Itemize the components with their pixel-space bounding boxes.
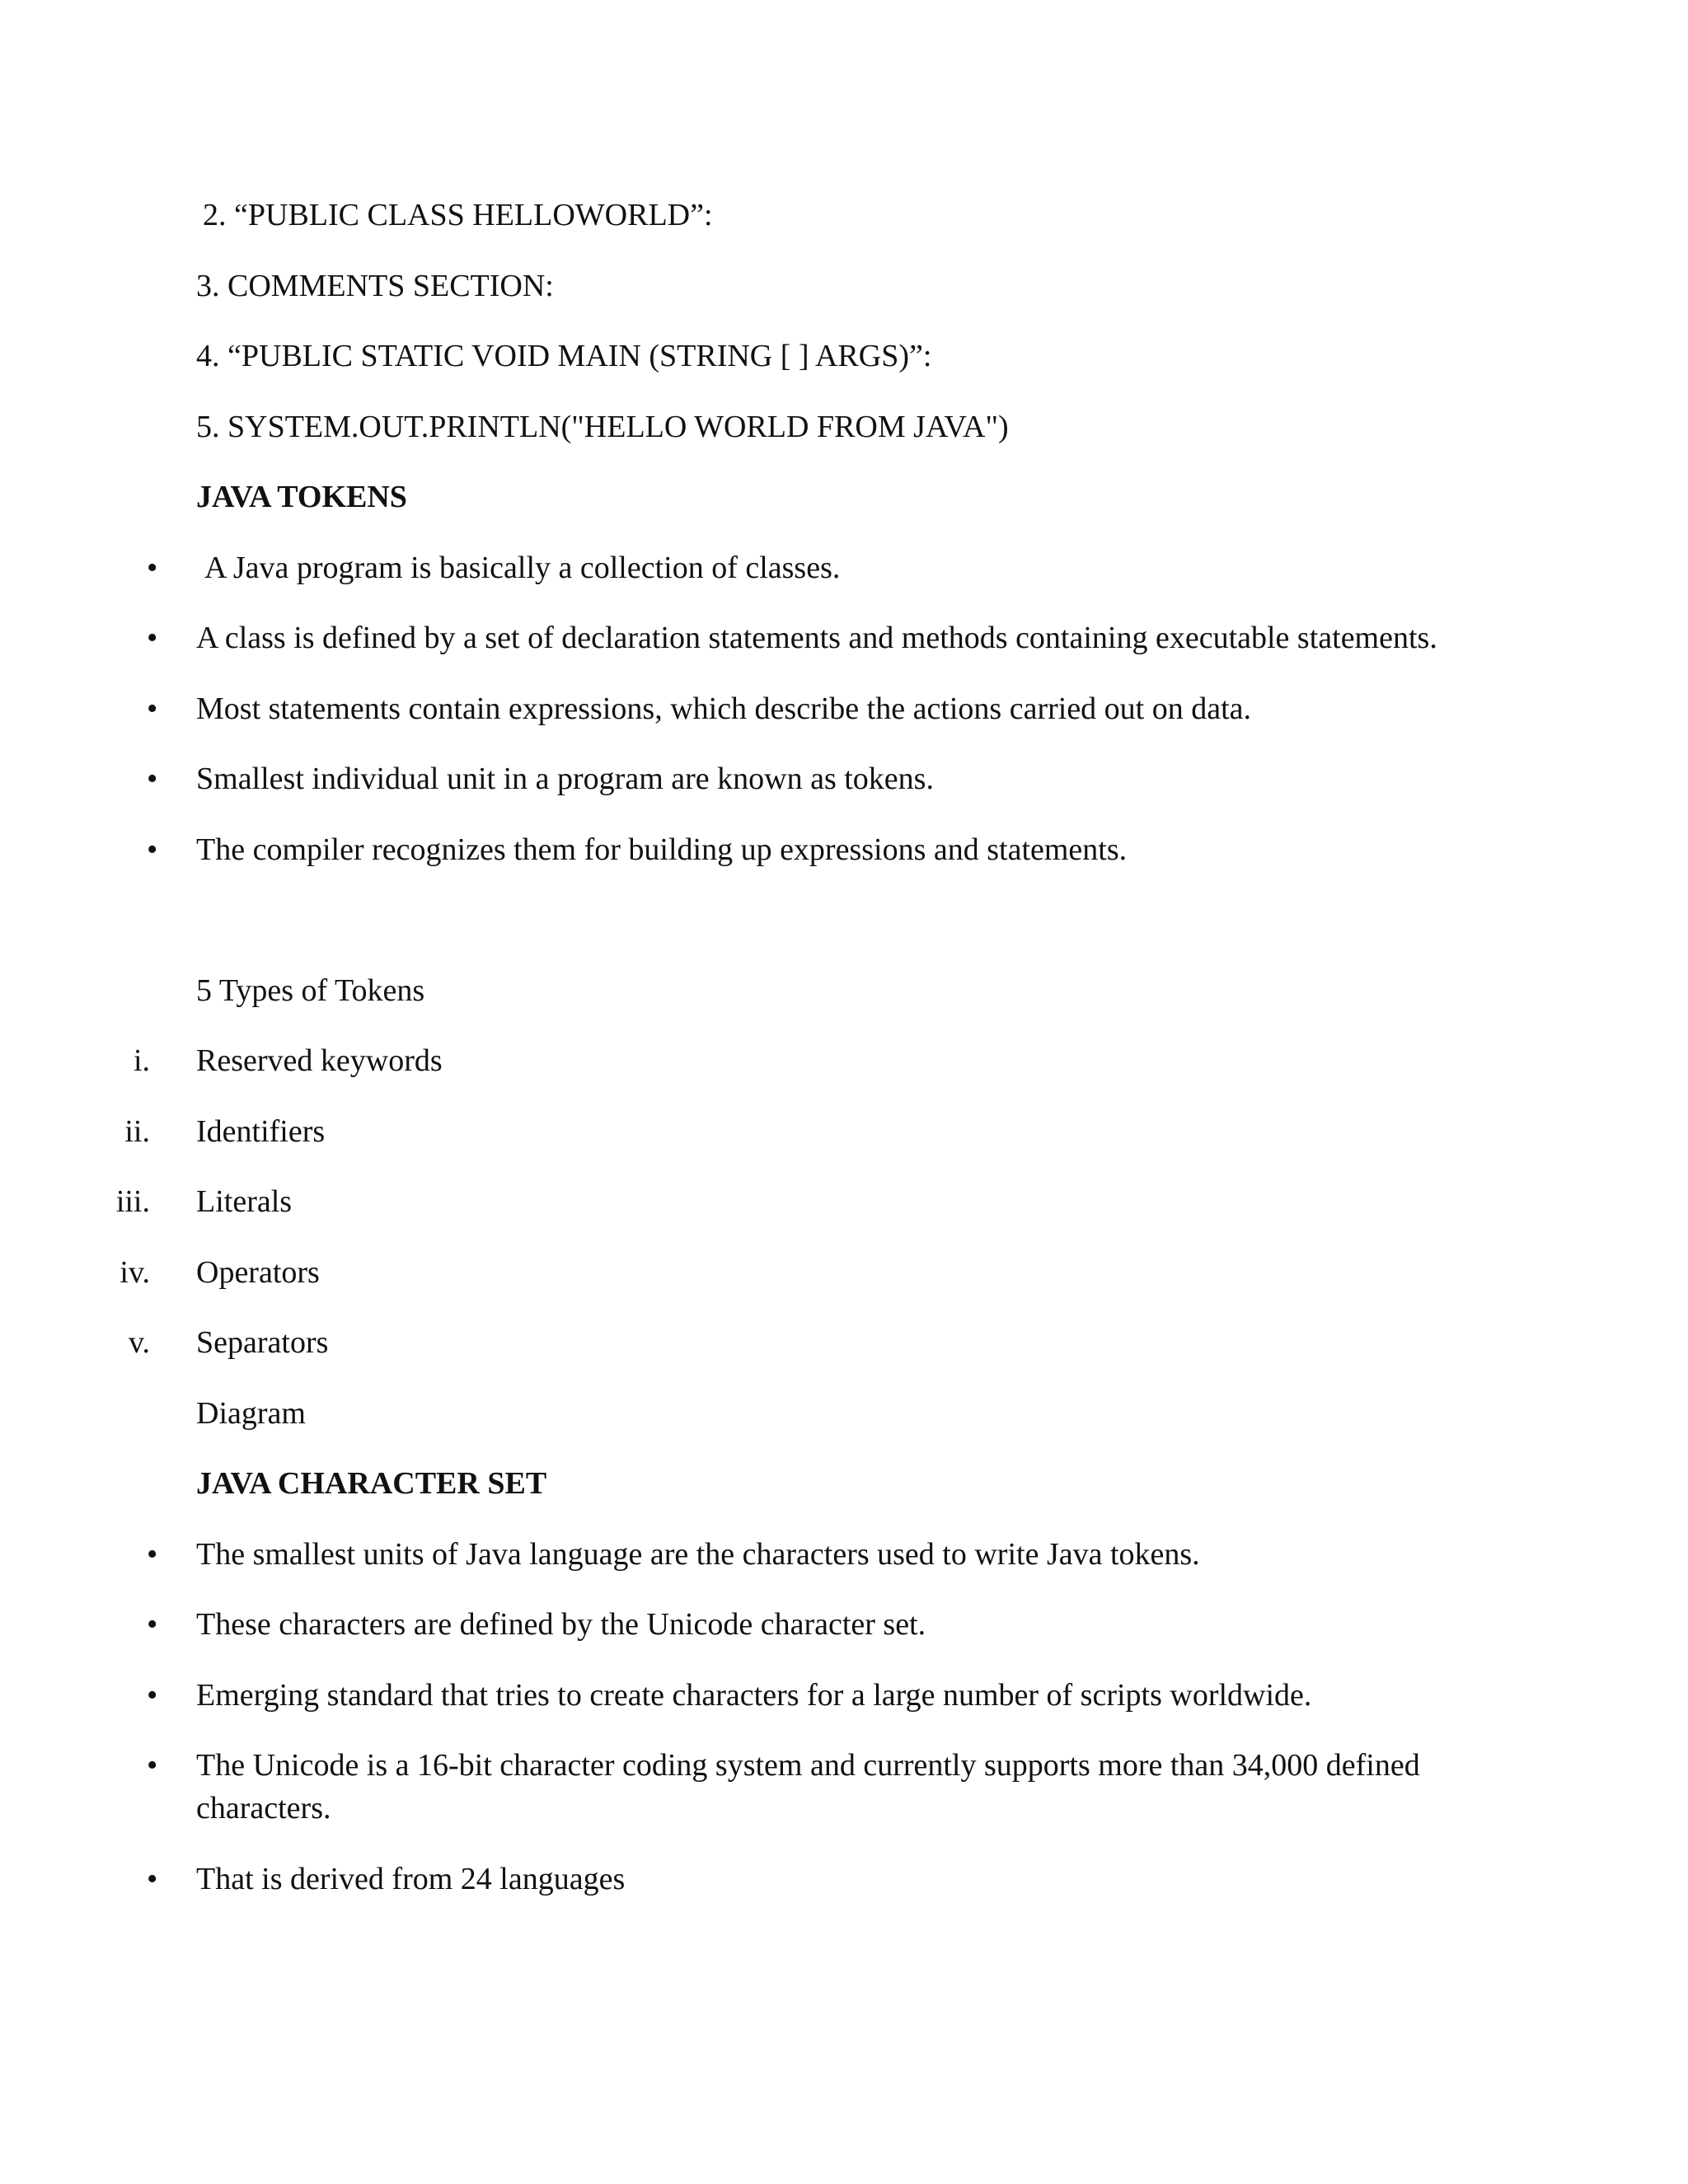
java-tokens-heading: JAVA TOKENS (196, 480, 407, 514)
bullet-icon: • (147, 1607, 158, 1642)
token-type-numeral: iii. (115, 1184, 150, 1219)
token-type-label: Literals (196, 1184, 293, 1219)
charset-bullet-1: The smallest units of Java language are the characters used to write Java tokens. (196, 1537, 1200, 1572)
bullet-icon: • (147, 1748, 158, 1783)
character-set-heading: JAVA CHARACTER SET (196, 1466, 547, 1501)
bullet-icon: • (147, 762, 158, 796)
tokens-bullet-3: Most statements contain expressions, which describe the actions carried out on data. (196, 691, 1252, 726)
token-type-numeral: ii. (124, 1114, 150, 1149)
bullet-icon: • (147, 1537, 158, 1572)
tokens-bullet-1: A Java program is basically a collection of classes. (204, 551, 841, 585)
token-type-label: Reserved keywords (196, 1043, 443, 1078)
charset-bullet-4: The Unicode is a 16-bit character coding system and currently supports more than 34,000 defined characters. (196, 1748, 1420, 1825)
charset-bullet-2: These characters are defined by the Unicode character set. (196, 1607, 926, 1642)
bullet-icon: • (147, 691, 158, 726)
token-type-numeral: v. (128, 1325, 150, 1360)
program-part-2: 2. “PUBLIC CLASS HELLOWORLD”: (203, 198, 713, 232)
token-type-label: Separators (196, 1325, 329, 1360)
diagram-label: Diagram (196, 1396, 306, 1431)
bullet-icon: • (147, 1862, 158, 1896)
bullet-icon: • (147, 551, 158, 585)
token-types-title: 5 Types of Tokens (196, 973, 425, 1008)
bullet-icon: • (147, 832, 158, 867)
program-part-4: 4. “PUBLIC STATIC VOID MAIN (STRING [ ] ARGS)”: (196, 339, 932, 373)
bullet-icon: • (147, 621, 158, 655)
tokens-bullet-2: A class is defined by a set of declaration statements and methods containing executable statements. (196, 621, 1437, 655)
tokens-bullet-4: Smallest individual unit in a program are known as tokens. (196, 762, 934, 796)
bullet-icon: • (147, 1678, 158, 1713)
token-type-label: Identifiers (196, 1114, 326, 1149)
tokens-bullet-5: The compiler recognizes them for building up expressions and statements. (196, 832, 1128, 867)
token-type-label: Operators (196, 1255, 320, 1290)
charset-bullet-5: That is derived from 24 languages (196, 1862, 626, 1896)
program-part-5: 5. SYSTEM.OUT.PRINTLN("HELLO WORLD FROM JAVA") (196, 410, 1009, 444)
charset-bullet-3: Emerging standard that tries to create characters for a large number of scripts worldwide. (196, 1678, 1312, 1713)
program-part-3: 3. COMMENTS SECTION: (196, 269, 554, 303)
token-type-numeral: iv. (120, 1255, 150, 1290)
token-type-numeral: i. (133, 1043, 150, 1078)
